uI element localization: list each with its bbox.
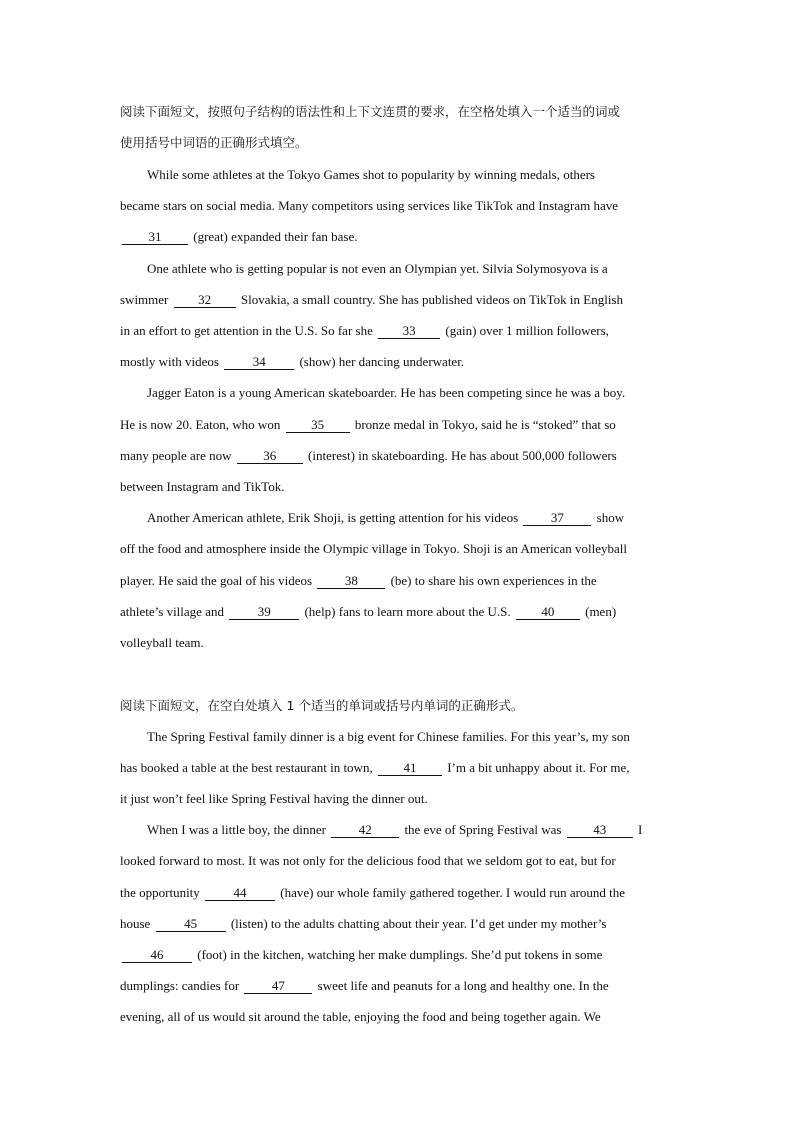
text: When I was a little boy, the dinner — [147, 822, 326, 837]
p4-line2: off the food and atmosphere inside the Olympic village in Tokyo. Shoji is an American volleyball — [120, 541, 627, 556]
p1-line2: became stars on social media. Many competitors using services like TikTok and Instagram have — [120, 198, 619, 213]
s2-p2-line6 — [120, 978, 680, 994]
p2-line1: One athlete who is getting popular is not even an Olympian yet. Silvia Solymosyova is a — [147, 261, 608, 276]
p1-line1: While some athletes at the Tokyo Games shot to popularity by winning medals, others — [147, 167, 595, 182]
p3-line3 — [120, 448, 680, 464]
s2-p2-line3 — [120, 885, 680, 901]
text: has booked a table at the best restaurant in town, — [120, 760, 373, 775]
text: (great) expanded their fan base. — [193, 229, 358, 244]
blank-39[interactable]: 39 — [229, 605, 299, 620]
p4-line3 — [120, 573, 680, 589]
s2-p1-line3: it just won’t feel like Spring Festival having the dinner out. — [120, 791, 428, 806]
text: show — [596, 510, 625, 525]
blank-45[interactable]: 45 — [156, 917, 226, 932]
blank-41[interactable]: 41 — [378, 761, 442, 776]
blank-40[interactable]: 40 — [516, 605, 580, 620]
blank-34[interactable]: 34 — [224, 355, 294, 370]
blank-43[interactable]: 43 — [567, 823, 633, 838]
text: I — [638, 822, 643, 837]
p3-line2 — [120, 417, 680, 433]
s2-p1-line2 — [120, 760, 680, 776]
section1-instruction-line2: 使用括号中词语的正确形式填空。 — [120, 135, 308, 150]
text: (have) our whole family gathered together. I would run around the — [280, 885, 626, 900]
text: He is now 20. Eaton, who won — [120, 417, 281, 432]
text: Another American athlete, Erik Shoji, is getting attention for his videos — [147, 510, 519, 525]
blank-31[interactable]: 31 — [122, 230, 188, 245]
p3-line4: between Instagram and TikTok. — [120, 479, 285, 494]
text: mostly with videos — [120, 354, 219, 369]
text: in an effort to get attention in the U.S. So far she — [120, 323, 373, 338]
text: many people are now — [120, 448, 232, 463]
text: the eve of Spring Festival was — [404, 822, 562, 837]
text: (listen) to the adults chatting about their year. I’d get under my mother’s — [230, 916, 607, 931]
p2-line4 — [120, 354, 680, 370]
text: (interest) in skateboarding. He has about 500,000 followers — [308, 448, 617, 463]
blank-37[interactable]: 37 — [523, 511, 591, 526]
s2-p2-line4 — [120, 916, 680, 932]
p4-line5: volleyball team. — [120, 635, 204, 650]
blank-47[interactable]: 47 — [244, 979, 312, 994]
blank-42[interactable]: 42 — [331, 823, 399, 838]
p2-line2 — [120, 292, 680, 308]
text: Slovakia, a small country. She has published videos on TikTok in English — [240, 292, 623, 307]
text: swimmer — [120, 292, 169, 307]
text: (men) — [585, 604, 617, 619]
s2-p2-line2: looked forward to most. It was not only for the delicious food that we seldom got to eat, but for — [120, 853, 616, 868]
blank-46[interactable]: 46 — [122, 948, 192, 963]
blank-44[interactable]: 44 — [205, 886, 275, 901]
blank-32[interactable]: 32 — [174, 293, 236, 308]
text: (help) fans to learn more about the U.S. — [304, 604, 511, 619]
text: athlete’s village and — [120, 604, 224, 619]
section1-instruction-line1: 阅读下面短文，按照句子结构的语法性和上下文连贯的要求，在空格处填入一个适当的词或 — [120, 104, 621, 119]
text: dumplings: candies for — [120, 978, 240, 993]
p3-line1: Jagger Eaton is a young American skateboarder. He has been competing since he was a boy. — [147, 385, 626, 400]
s2-p2-line1 — [147, 822, 707, 838]
p4-line4 — [120, 604, 680, 620]
text: (be) to share his own experiences in the — [390, 573, 597, 588]
text: the opportunity — [120, 885, 200, 900]
p1-line3 — [120, 229, 680, 245]
blank-35[interactable]: 35 — [286, 418, 350, 433]
text: bronze medal in Tokyo, said he is “stoked” that so — [354, 417, 616, 432]
s2-p1-line1: The Spring Festival family dinner is a big event for Chinese families. For this year’s, my son — [147, 729, 630, 744]
blank-38[interactable]: 38 — [317, 574, 385, 589]
s2-p2-line7: evening, all of us would sit around the table, enjoying the food and being together again. We — [120, 1009, 601, 1024]
s2-p2-line5 — [120, 947, 680, 963]
section2-instruction: 阅读下面短文，在空白处填入 1 个适当的单词或括号内单词的正确形式。 — [120, 698, 524, 713]
text: (gain) over 1 million followers, — [445, 323, 609, 338]
text: sweet life and peanuts for a long and healthy one. In the — [317, 978, 609, 993]
p2-line3 — [120, 323, 680, 339]
text: (show) her dancing underwater. — [299, 354, 465, 369]
text: house — [120, 916, 151, 931]
text: player. He said the goal of his videos — [120, 573, 313, 588]
p4-line1 — [147, 510, 707, 526]
text: (foot) in the kitchen, watching her make dumplings. She’d put tokens in some — [197, 947, 603, 962]
text: I’m a bit unhappy about it. For me, — [447, 760, 630, 775]
blank-36[interactable]: 36 — [237, 449, 303, 464]
blank-33[interactable]: 33 — [378, 324, 440, 339]
